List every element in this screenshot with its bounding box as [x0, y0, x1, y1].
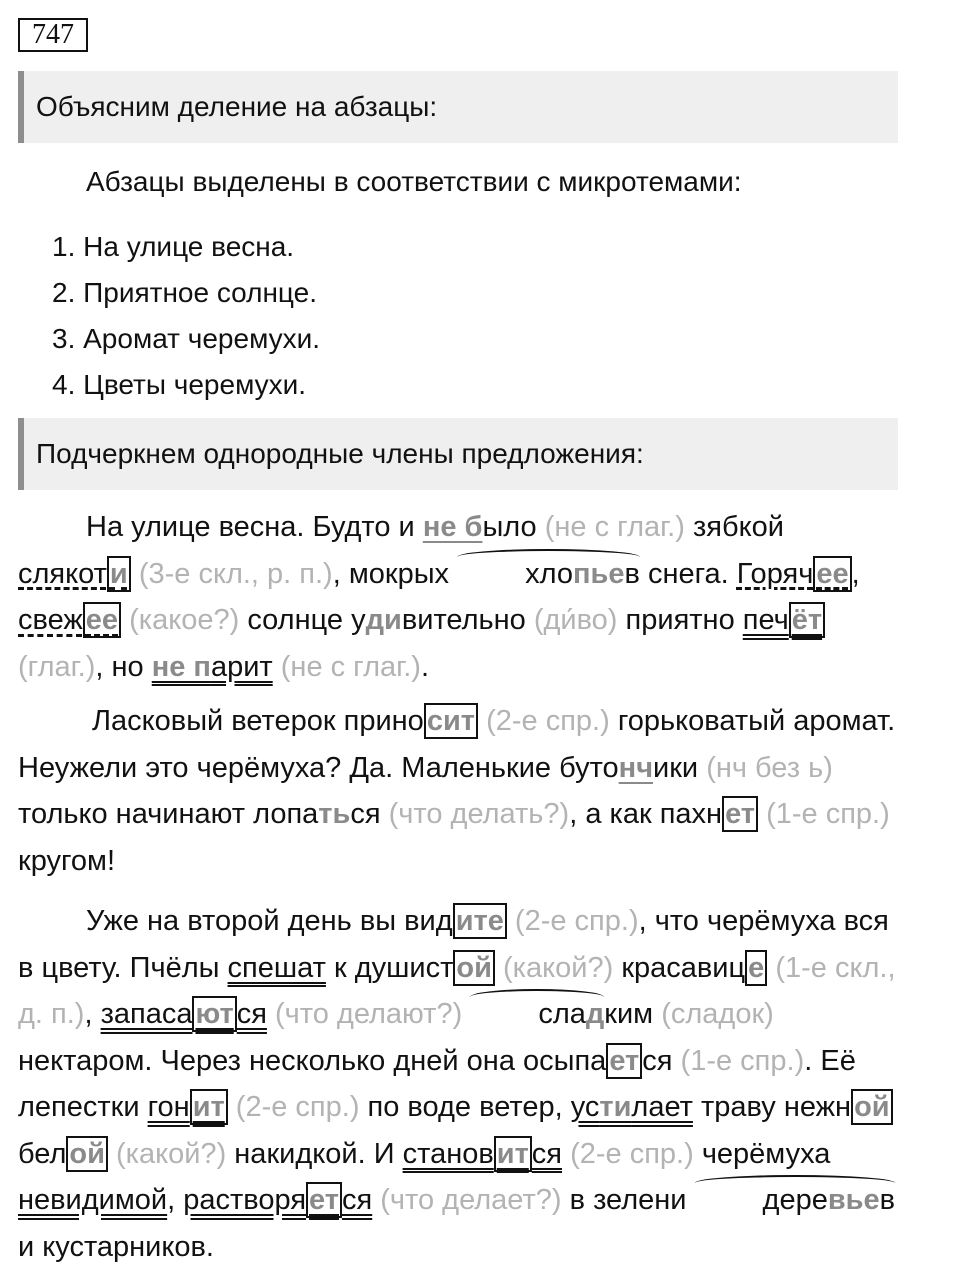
underlined-word: не парит [151, 650, 273, 683]
topic-item: 2. Приятное солнце. [52, 277, 317, 308]
text: , [84, 998, 101, 1030]
ending-box: ой [453, 950, 495, 986]
underlined-word: гон ит [148, 1089, 228, 1125]
hint: (что делает?) [380, 1184, 562, 1216]
text: , что черёмуха вся в цвету. Пчёлы [18, 905, 889, 984]
marked-letters: нч [618, 751, 654, 784]
text: . Её лепестки [18, 1044, 856, 1123]
paragraph-3 [18, 898, 898, 1270]
hint: (1-е спр.) [766, 798, 890, 830]
hint: (1-е спр.) [680, 1044, 805, 1077]
topic-item: 4. Цветы черемухи. [52, 369, 307, 400]
hint: (что делают?) [275, 998, 463, 1030]
underlined-word: Горяч ее [737, 556, 852, 592]
underlined-word: спешат [227, 951, 326, 984]
section-title-paragraphs: Объясним деление на абзацы: [18, 71, 898, 143]
text: , [167, 1184, 184, 1216]
hint: (какое?) [129, 604, 240, 636]
text: ся [642, 1044, 673, 1077]
ending-box: ет [722, 796, 758, 832]
ending-box: ой [851, 1089, 893, 1125]
text: приятно [625, 604, 743, 636]
exercise-number: 747 [18, 18, 88, 52]
text: в зелени [569, 1184, 695, 1216]
hint: (не с глаг.) [544, 511, 685, 543]
topic-item: 1. На улице весна. [52, 231, 295, 262]
text: , но [95, 650, 152, 683]
text: вительно [401, 604, 526, 636]
hint: (2-е спр.) [486, 705, 610, 737]
underlined-word: растворя ет ся [183, 1184, 373, 1216]
hint: (какой?) [503, 951, 614, 984]
text: горьковатый аромат. Неужели это черёмуха? Да. Маленькие буто [18, 705, 896, 784]
text: , а как пахн [569, 798, 723, 830]
ending-box: ой [66, 1136, 108, 1172]
text: накидкой. И [234, 1137, 403, 1170]
text: к душист [325, 951, 454, 984]
underlined-word: станов ит ся [402, 1137, 562, 1170]
text: , [851, 557, 860, 590]
underlined-word: устилает [570, 1091, 693, 1123]
hint: (что делать?) [388, 798, 570, 830]
text: Уже на второй день вы вид [86, 905, 453, 937]
text: черёмуха [701, 1137, 831, 1170]
vowel: ди [365, 604, 402, 636]
marked-letters: ть [318, 798, 351, 830]
hint: (ди́во) [533, 604, 618, 636]
text: и кустарников. [18, 1230, 214, 1263]
text: только начинают лопа [18, 798, 319, 830]
text: ся [350, 798, 381, 830]
text: ыло [482, 511, 537, 543]
text: красавиц [621, 951, 746, 984]
ending-box: е [745, 950, 767, 986]
hint: (глаг.) [18, 650, 96, 683]
marked-text: не б [422, 511, 483, 543]
text: ики [653, 751, 699, 784]
topic-item: 3. Аромат черемухи. [52, 323, 321, 354]
hint: (2-е спр.) [514, 905, 639, 937]
root-arc-word: слад [470, 991, 604, 1038]
section-title-homogeneous: Подчеркнем однородные члены предложения: [18, 418, 898, 490]
text: ким [604, 998, 654, 1030]
text: солнце у [247, 604, 366, 636]
paragraph-2 [18, 698, 898, 884]
topic-list [52, 224, 320, 408]
text: , мокрых [332, 557, 458, 590]
underlined-word: слякот и [18, 556, 131, 592]
hint: (1-е скл., д. п.) [18, 951, 896, 1030]
underlined-word: печ ёт [743, 602, 825, 638]
root-arc-word: деревьев [695, 1177, 896, 1224]
hint: (3-е скл., р. п.) [138, 557, 333, 590]
hint: (сладок) [661, 998, 774, 1030]
underlined-word: запаса ют ся [100, 998, 267, 1030]
text: Ласковый ветерок прино [92, 705, 424, 737]
text: бел [18, 1137, 67, 1170]
text: На улице весна. Будто и [86, 511, 423, 543]
hint: (2-е спр.) [570, 1137, 694, 1170]
hint: (какой?) [115, 1137, 227, 1170]
intro-text: Абзацы выделены в соответствии с микротемами: [86, 166, 742, 197]
text: по воде ветер, [367, 1091, 571, 1123]
underlined-word: невидимой [18, 1184, 168, 1216]
hint: (нч без ь) [706, 751, 833, 784]
hint: (не с глаг.) [280, 650, 421, 683]
text: . [420, 650, 429, 683]
text: нектаром. Через несколько дней она осыпа [18, 1044, 607, 1077]
ending-box: ет [606, 1043, 642, 1079]
text: кругом! [18, 844, 116, 877]
root-arc-word: хлопьев [457, 551, 640, 598]
hint: (2-е спр.) [235, 1091, 360, 1123]
text: снега. [639, 557, 737, 590]
text: траву нежн [692, 1091, 852, 1123]
underlined-word: свеж ее [18, 602, 121, 638]
ending-box: ите [453, 903, 507, 939]
text: зябкой [692, 511, 784, 543]
paragraph-1 [18, 504, 898, 690]
ending-box: сит [424, 703, 478, 739]
